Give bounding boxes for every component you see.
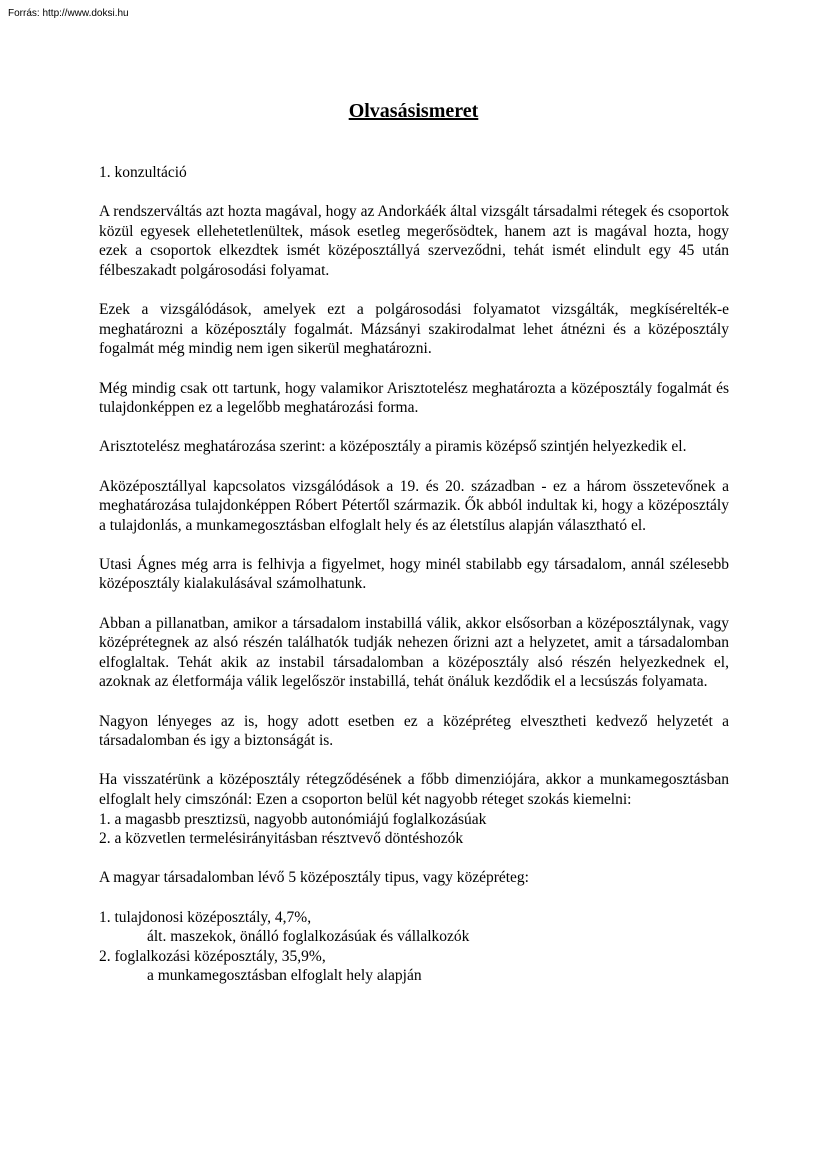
paragraph-2: Ezek a vizsgálódások, amelyek ezt a polgárosodási folyamatot vizsgálták, megkísérelték-e meghatározni a középosztály fogalmát. Mázsányi szakirodalmat lehet átnézni és a középosztály fogalmát még mindig nem igen sikerül meghatározni.: [99, 301, 729, 358]
list-item: 1. a magasbb presztizsü, nagyobb autonómiájú foglalkozásúak: [99, 810, 487, 828]
list-item: 2. foglalkozási középosztály, 35,9%,: [99, 947, 326, 965]
paragraph-5: Aközéposztállyal kapcsolatos vizsgálódások a 19. és 20. században - ez a három összetevőnek a meghatározása tulajdonképpen Róbert Pétertől származik. Ők abból indultak ki, hogy a középosztály a tulajdonlás, a munkamegosztásban elfoglalt hely és az életstílus alapján választható el.: [99, 477, 729, 534]
dimension-list: [99, 810, 729, 849]
page-title: Olvasásismeret: [348, 100, 479, 122]
paragraph-1: A rendszerváltás azt hozta magával, hogy az Andorkáék által vizsgált társadalmi rétegek és csoportok közül egyesek ellehetetlenültek, mások esetleg megerősödtek, hanem azt is magával hozta, hogy ezek a csoportok elkezdtek ismét középosztállyá szerveződni, tehát ismét elindult egy 45 után félbeszakadt polgárosodási folyamat.: [99, 203, 729, 279]
document-body: [99, 163, 729, 1006]
types-list: [99, 908, 729, 986]
subtitle: 1. konzultáció: [99, 164, 187, 181]
list-item-detail: ált. maszekok, önálló foglalkozásúak és vállalkozók: [147, 928, 470, 946]
list-item-detail: a munkamegosztásban elfoglalt hely alapján: [147, 967, 422, 985]
paragraph-4: Arisztotelész meghatározása szerint: a középosztály a piramis középső szintjén helyezkedik el.: [99, 438, 687, 456]
paragraph-7: Abban a pillanatban, amikor a társadalom instabillá válik, akkor elsősorban a középosztálynak, vagy középrétegnek az alsó részén találhatók tudják nehezen őrizni azt a helyzetet, amit a társadalomban elfoglaltak. Tehát akik az instabil társadalomban a középosztály alsó részén helyezkednek el, azoknak az életformája válik legelőször instabillá, tehát önáluk kezdődik el a lecsúszás folyamata.: [99, 614, 729, 691]
dimension-paragraph: Ha visszatérünk a középosztály rétegződésének a főbb dimenziójára, akkor a munkamegosztásban elfoglalt hely cimszónál: Ezen a csoporton belül két nagyobb réteget szokás kiemelni:: [99, 771, 729, 808]
list-item: 1. tulajdonosi középosztály, 4,7%,: [99, 908, 312, 926]
paragraph-6: Utasi Ágnes még arra is felhivja a figyelmet, hogy minél stabilabb egy társadalom, annál szélesebb középosztály kialakulásával számolhatunk.: [99, 555, 729, 593]
types-intro: A magyar társadalomban lévő 5 középosztály tipus, vagy középréteg:: [99, 869, 529, 887]
paragraph-3: Még mindig csak ott tartunk, hogy valamikor Arisztotelész meghatározta a középosztály fogalmát és tulajdonképpen ez a legelőbb meghatározási forma.: [99, 379, 729, 417]
paragraph-8: Nagyon lényeges az is, hogy adott esetben ez a középréteg elvesztheti kedvező helyzetét a társadalomban és igy a biztonságát is.: [99, 712, 729, 750]
source-note: Forrás: http://www.doksi.hu: [8, 8, 129, 19]
list-item: 2. a közvetlen termelésirányitásban résztvevő döntéshozók: [99, 830, 464, 848]
